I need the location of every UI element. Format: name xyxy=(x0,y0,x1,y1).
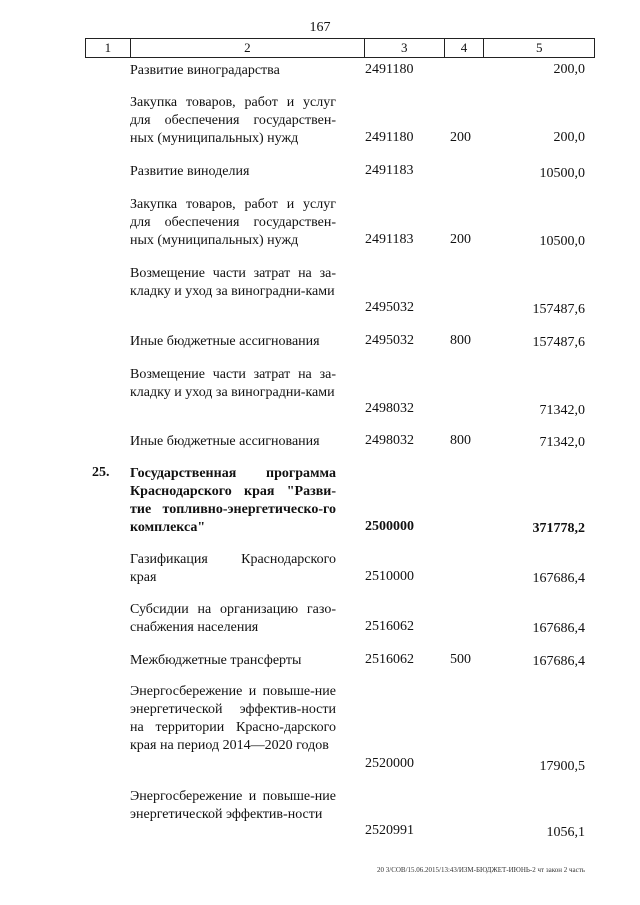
page-number: 167 xyxy=(309,20,331,35)
row-amount: 1056,1 xyxy=(546,825,585,840)
row-code: 2491180 xyxy=(365,62,414,77)
row-code: 2491183 xyxy=(365,232,414,247)
row-expense-type: 800 xyxy=(450,333,471,348)
row-code: 2516062 xyxy=(365,619,414,634)
row-expense-type: 500 xyxy=(450,652,471,667)
row-code: 2498032 xyxy=(365,433,414,448)
row-expense-type: 200 xyxy=(450,130,471,145)
row-name: Энергосбережение и повыше-ние энергетической эффектив-ности на территории Красно-дарского края на период 2014—2020 годов xyxy=(130,684,336,753)
row-name: Возмещение части затрат на за-кладку и уход за виноградни-ками xyxy=(130,367,336,400)
row-code: 2510000 xyxy=(365,569,414,584)
row-code: 2520000 xyxy=(365,756,414,771)
row-code: 2491180 xyxy=(365,130,414,145)
table-header xyxy=(85,38,595,58)
row-expense-type: 200 xyxy=(450,232,471,247)
row-name: Закупка товаров, работ и услуг для обеспечения государствен-ных (муниципальных) нужд xyxy=(130,197,336,248)
row-amount: 17900,5 xyxy=(539,759,585,774)
row-name: Субсидии на организацию газо-снабжения населения xyxy=(130,602,336,635)
row-amount: 371778,2 xyxy=(532,521,585,536)
header-col-5: 5 xyxy=(535,40,543,55)
row-amount: 167686,4 xyxy=(532,654,585,669)
header-col-3: 3 xyxy=(365,39,445,57)
row-name: Развитие виноделия xyxy=(130,164,250,179)
row-code: 2491183 xyxy=(365,163,414,178)
row-amount: 200,0 xyxy=(553,62,585,77)
row-code: 2495032 xyxy=(365,300,414,315)
row-code: 2498032 xyxy=(365,401,414,416)
header-col-1: 1 xyxy=(86,39,131,57)
row-amount: 10500,0 xyxy=(539,234,585,249)
row-amount: 71342,0 xyxy=(539,435,585,450)
row-name: Государственная программа Краснодарского края "Разви-тие топливно-энергетическо-го комплекса" xyxy=(130,466,336,535)
row-amount: 10500,0 xyxy=(539,166,585,181)
row-name: Межбюджетные трансферты xyxy=(130,653,302,668)
row-amount: 157487,6 xyxy=(532,335,585,350)
row-amount: 157487,6 xyxy=(532,302,585,317)
row-name: Газификация Краснодарского края xyxy=(130,552,336,585)
row-amount: 200,0 xyxy=(553,130,585,145)
row-name: Иные бюджетные ассигнования xyxy=(130,334,320,349)
row-name: Закупка товаров, работ и услуг для обеспечения государствен-ных (муниципальных) нужд xyxy=(130,95,336,146)
row-code: 2520991 xyxy=(365,823,414,838)
header-col-2: 2 xyxy=(131,39,365,57)
document-footer: 20 3/СОВ/15.06.2015/13:43/ИЗМ-БЮДЖЕТ-ИЮНЬ-2 чт закон 2 часть xyxy=(377,866,585,874)
header-col-4: 4 xyxy=(445,39,485,57)
row-name: Энергосбережение и повыше-ние энергетической эффектив-ности xyxy=(130,789,336,822)
row-name: Иные бюджетные ассигнования xyxy=(130,434,320,449)
row-code: 2500000 xyxy=(365,519,414,534)
row-code: 2516062 xyxy=(365,652,414,667)
row-expense-type: 800 xyxy=(450,433,471,448)
row-name: Возмещение части затрат на за-кладку и уход за виноградни-ками xyxy=(130,266,336,299)
row-name: Развитие виноградарства xyxy=(130,63,280,78)
row-amount: 167686,4 xyxy=(532,621,585,636)
row-number: 25. xyxy=(92,465,110,480)
row-amount: 167686,4 xyxy=(532,571,585,586)
row-code: 2495032 xyxy=(365,333,414,348)
row-amount: 71342,0 xyxy=(539,403,585,418)
